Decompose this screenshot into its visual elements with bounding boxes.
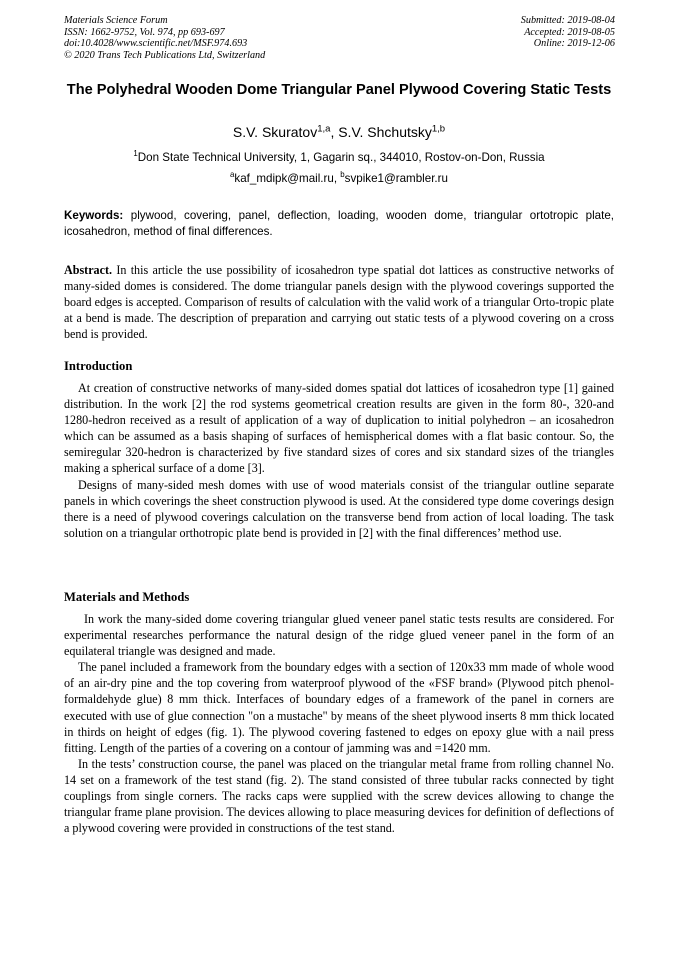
email-a[interactable]: kaf_mdipk@mail.ru (234, 172, 334, 185)
email-a-sup: a (230, 170, 235, 180)
journal-name: Materials Science Forum (64, 15, 168, 26)
online-date: Online: 2019-12-06 (533, 38, 615, 50)
author-2-name: S.V. Shchutsky (338, 124, 432, 140)
introduction-heading: Introduction (64, 359, 133, 373)
introduction-paragraph: Designs of many-sided mesh domes with use of wood materials consist of the triangular outline separate panels in which coverings the sheet construction plywood is used. At the considered type dome coverings design there is a need of plywood coverings calculation on the transverse bend from action of local loading. The task solution on a triangular orthotropic plate bend is provided in [2] with the final differences’ method use. (64, 477, 614, 540)
keywords-label: Keywords: (64, 209, 124, 222)
abstract-text: In this article the use possibility of icosahedron type spatial dot lattices as constructive networks of many-sided domes is considered. The dome triangular panels design with the plywood coverings supported the board edges is accepted. Comparison of results of calculation with the valid work of a triangular Orto-tropic plate at a bend is made. The description of preparation and carrying out static tests of a plywood covering on a cross bend is provided. (64, 263, 614, 342)
copyright-line: © 2020 Trans Tech Publications Ltd, Switzerland (64, 49, 266, 61)
abstract (64, 262, 614, 342)
affiliation-sup: 1 (133, 149, 138, 159)
submitted-date: Submitted: 2019-08-04 (520, 15, 615, 26)
author-1-sup: 1,a (317, 123, 331, 135)
author-1-name: S.V. Skuratov (232, 124, 318, 140)
keywords-text: plywood, covering, panel, deflection, loading, wooden dome, triangular ortotropic plate, icosahedron, method of final differences. (64, 209, 614, 238)
methods-paragraph: In work the many-sided dome covering triangular glued veneer panel static tests results are considered. For experimental researches performance the natural design of the ridge glued veneer panel in the form of an equilateral triangle was designed and made. (64, 612, 614, 659)
methods-section (64, 611, 614, 836)
paper-title: The Polyhedral Wooden Dome Triangular Panel Plywood Covering Static Tests (66, 82, 612, 98)
abstract-label: Abstract. (64, 263, 113, 277)
author-list (64, 123, 614, 141)
issn-line: ISSN: 1662-9752, Vol. 974, pp 693-697 (64, 26, 225, 38)
author-separator: , (330, 124, 339, 140)
introduction-section (64, 380, 614, 541)
author-2-sup: 1,b (431, 123, 446, 135)
keywords (64, 208, 614, 240)
email-b-sup: b (340, 170, 345, 180)
email-b[interactable]: svpike1@rambler.ru (344, 172, 448, 185)
affiliation (64, 150, 614, 165)
affiliation-text: Don State Technical University, 1, Gagarin sq., 344010, Rostov-on-Don, Russia (137, 151, 545, 164)
methods-heading: Materials and Methods (64, 590, 190, 604)
accepted-date: Accepted: 2019-08-05 (524, 26, 615, 38)
methods-paragraph: In the tests’ construction course, the panel was placed on the triangular metal frame from rolling channel No. 14 set on a framework of the test stand (fig. 2). The stand consisted of three tubular racks connected by tight couplings from single corners. The racks caps were supplied with the screw devices allowing to change the triangular frame plane provision. The devices allowing to place measuring devices for definition of deflections of a plywood covering were provided in constructions of the test stand. (64, 756, 614, 836)
journal-info (64, 15, 265, 61)
email-separator: , (333, 172, 341, 185)
introduction-paragraph: At creation of constructive networks of many-sided domes spatial dot lattices of icosahedron type [1] gained distribution. In the work [2] the rod systems geometrical creation results are given in the form 80-, 320-and 1280-hedron received as a result of application of a way of duplication to initial polyhedron – an icosahedron which can be assumed as a basis shaping of surfaces of hemispherical domes with a flat basic contour. So, the semiregular 320-hedron is characterized by five standard sizes of cores and six standard sizes of the triangles making a spherical surface of a dome [3]. (64, 381, 614, 476)
submission-dates (521, 15, 615, 50)
methods-paragraph: The panel included a framework from the boundary edges with a section of 120x33 mm made of whole wood of an air-dry pine and the top covering from waterproof plywood of the «FSF brand» (Plywood pitch phenol-formaldehyde glue) 8 mm thick. Interfaces of boundary edges of a framework of the panel in corners are executed with use of glue connection "on a mustache" by means of the sheet plywood inserts 8 mm thick located in thirds on height of edges (fig. 1). The plywood covering fastened to edges on epoxy glue with a nail press fitting. Length of the parties of a covering on a contour of jamming was and =1420 mm. (64, 660, 614, 755)
doi-line: doi:10.4028/www.scientific.net/MSF.974.693 (64, 38, 248, 50)
author-emails (64, 171, 614, 186)
